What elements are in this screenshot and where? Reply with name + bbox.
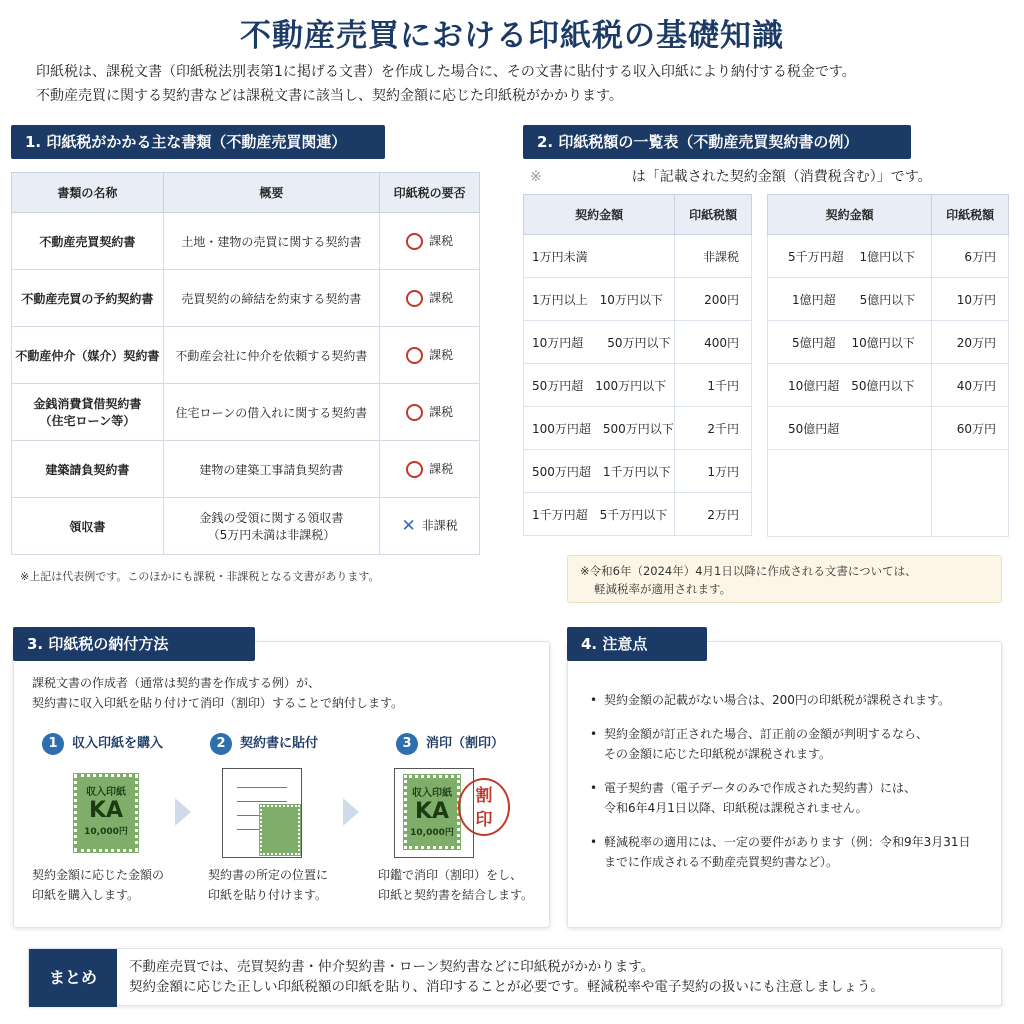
table-row [524, 493, 752, 536]
circle-icon [406, 290, 423, 307]
doc-name-sub: （住宅ローン等） [39, 414, 136, 428]
doc-overview: 土地・建物の売買に関する契約書 [181, 234, 362, 249]
intro-line-2: 不動産売買に関する契約書などは課税文書に該当し、契約金額に応じた印紙税がかかります。 [36, 88, 623, 104]
step-2-label [210, 732, 318, 755]
step-2-desc-line1: 契約書の所定の位置に [208, 868, 329, 882]
table-row [12, 498, 480, 555]
summary-line2: 契約金額に応じた正しい印紙税額の印紙を貼り、消印することが必要です。軽減税率や電子契約の扱いにも注意しましょう。 [129, 979, 884, 995]
table-row [524, 321, 752, 364]
stamp-amount: 10,000円 [410, 828, 454, 838]
col-header-amount: 契約金額 [768, 195, 932, 235]
table-row [768, 235, 1009, 278]
step-2-title: 契約書に貼付 [240, 736, 319, 751]
amount-cell: 1万円以上 10万円以下 [524, 278, 675, 321]
tax-cell: 2万円 [675, 493, 752, 536]
step-1-desc-line2: 印紙を購入します。 [32, 888, 140, 902]
caution-line: • 契約金額の記載がない場合は、200円の印紙税が課税されます。 [604, 693, 950, 707]
doc-name: 不動産売買の予約契約書 [21, 291, 154, 306]
tax-cell: 20万円 [932, 321, 1009, 364]
caution-line: 令和6年4月1日以降、印紙税は課税されません。 [604, 801, 868, 815]
stamp-amount: 10,000円 [84, 827, 128, 837]
tax-status: 課税 [429, 405, 454, 419]
amount-cell: 5千万円超 1億円以下 [768, 235, 932, 278]
section3-desc-line1: 課税文書の作成者（通常は契約書を作成する例）が、 [32, 676, 321, 690]
step-2-desc-line2: 印紙を貼り付けます。 [208, 888, 328, 902]
tax-cell: 40万円 [932, 364, 1009, 407]
table-row [12, 327, 480, 384]
summary-line1: 不動産売買では、売買契約書・仲介契約書・ローン契約書などに印紙税がかかります。 [129, 959, 655, 975]
tax-status: 課税 [429, 291, 454, 305]
table-row [12, 213, 480, 270]
doc-overview: 建物の建築工事請負契約書 [199, 462, 344, 477]
col-header-name: 書類の名称 [12, 173, 164, 213]
list-item [590, 778, 990, 818]
caution-line: その金額に応じた印紙税が課税されます。 [604, 747, 832, 761]
amount-cell: 10億円超 50億円以下 [768, 364, 932, 407]
amount-cell: 50万円超 100万円以下 [524, 364, 675, 407]
tax-status: 課税 [429, 462, 454, 476]
circle-icon [406, 233, 423, 250]
table-row [524, 450, 752, 493]
revenue-stamp-icon [74, 774, 138, 852]
table-row [524, 364, 752, 407]
tax-cell: 400円 [675, 321, 752, 364]
stamp-glyph: KA [414, 799, 450, 824]
intro-line-1: 印紙税は、課税文書（印紙税法別表第1に掲げる文書）を作成した場合に、その文書に貼付する収入印紙により納付する税金です。 [36, 64, 856, 80]
subnote-prefix: ※ [530, 169, 542, 185]
amount-cell: 100万円超 500万円以下 [524, 407, 675, 450]
tax-cell: 10万円 [932, 278, 1009, 321]
amount-cell: 1千万円超 5千万円以下 [524, 493, 675, 536]
table-row [524, 407, 752, 450]
amount-cell: 1万円未満 [524, 235, 675, 278]
section2-subnote [530, 166, 932, 186]
table-row [12, 384, 480, 441]
table-header-row [12, 173, 480, 213]
document-types-table [11, 172, 480, 555]
table-row [768, 364, 1009, 407]
caution-line: • 契約金額が訂正された場合、訂正前の金額が判明するなら、 [604, 727, 929, 741]
table-row [768, 407, 1009, 450]
section4-heading: 4. 注意点 [567, 627, 707, 661]
list-item [590, 832, 990, 872]
table-row [768, 321, 1009, 364]
tax-cell: 1万円 [675, 450, 752, 493]
step-1-desc [32, 865, 164, 905]
col-header-amount: 契約金額 [524, 195, 675, 235]
amount-cell: 10万円超 50万円以下 [524, 321, 675, 364]
page-title: 不動産売買における印紙税の基礎知識 [240, 18, 784, 54]
step-3-title: 消印（割印） [426, 736, 505, 751]
amount-cell: 500万円超 1千万円以下 [524, 450, 675, 493]
section1-heading: 1. 印紙税がかかる主な書類（不動産売買関連） [11, 125, 385, 159]
attached-stamp-icon [260, 805, 300, 855]
summary-tag: まとめ [29, 949, 117, 1007]
seal-text-1: 割 [475, 786, 493, 806]
section3-desc [32, 673, 403, 713]
stamp-glyph: KA [88, 798, 124, 823]
reduced-rate-note-line2: 軽減税率が適用されます。 [594, 582, 732, 596]
caution-line: • 電子契約書（電子データのみで作成された契約書）には、 [604, 781, 917, 795]
tax-cell: 200円 [675, 278, 752, 321]
table-row [12, 441, 480, 498]
stamp-label: 収入印紙 [86, 787, 126, 798]
tax-cell: 1千円 [675, 364, 752, 407]
step-3-desc-line1: 印鑑で消印（割印）をし、 [378, 868, 523, 882]
doc-overview: 金銭の受領に関する領収書 [199, 511, 344, 525]
step-3-label [396, 732, 504, 755]
step-3-desc [378, 865, 533, 905]
section3-desc-line2: 契約書に収入印紙を貼り付けて消印（割印）することで納付します。 [32, 696, 404, 710]
doc-overview: 不動産会社に仲介を依頼する契約書 [175, 348, 368, 363]
summary-text [129, 957, 884, 997]
circle-icon [406, 347, 423, 364]
reduced-rate-note [567, 555, 1002, 603]
stamp-on-document-icon [404, 775, 460, 849]
amount-cell: 5億円超 10億円以下 [768, 321, 932, 364]
tax-status: 課税 [429, 234, 454, 248]
doc-name: 領収書 [69, 519, 106, 534]
table-row [768, 450, 1009, 537]
list-item [590, 724, 990, 764]
section1-note: ※上記は代表例です。このほかにも課税・非課税となる文書があります。 [20, 570, 380, 583]
step-1-desc-line1: 契約金額に応じた金額の [32, 868, 165, 882]
circle-icon [406, 404, 423, 421]
caution-line: までに作成される不動産売買契約書など）。 [604, 855, 839, 869]
table-row [12, 270, 480, 327]
step-1-title: 収入印紙を購入 [72, 736, 164, 751]
caution-line: • 軽減税率の適用には、一定の要件があります（例：令和9年3月31日 [604, 835, 971, 849]
cross-icon: ✕ [401, 516, 416, 536]
step-2-desc [208, 865, 328, 905]
table-row [768, 278, 1009, 321]
doc-overview: 売買契約の締結を約束する契約書 [181, 291, 362, 306]
amount-cell: 50億円超 [768, 407, 932, 450]
arrow-right-icon [175, 798, 191, 826]
stamp-label: 収入印紙 [412, 788, 452, 799]
arrow-right-icon [343, 798, 359, 826]
col-header-tax: 印紙税額 [932, 195, 1009, 235]
table-row [524, 278, 752, 321]
doc-name: 不動産仲介（媒介）契約書 [15, 348, 160, 363]
tax-cell: 60万円 [932, 407, 1009, 450]
tax-cell: 非課税 [675, 235, 752, 278]
doc-name: 建築請負契約書 [45, 462, 130, 477]
doc-overview: 住宅ローンの借入れに関する契約書 [175, 405, 368, 420]
doc-name: 不動産売買契約書 [39, 234, 136, 249]
col-header-overview: 概要 [163, 173, 380, 213]
tax-cell: 2千円 [675, 407, 752, 450]
table-row [524, 235, 752, 278]
list-item [590, 690, 990, 710]
circle-icon [406, 461, 423, 478]
step-1-number: 1 [42, 733, 64, 755]
doc-name: 金銭消費貸借契約書 [33, 397, 142, 411]
seal-text-2: 印 [475, 810, 493, 830]
doc-overview-sub: （5万円未満は非課税） [207, 528, 336, 542]
tax-cell: 6万円 [932, 235, 1009, 278]
step-2-number: 2 [210, 733, 232, 755]
summary-box [28, 948, 1002, 1006]
section2-heading: 2. 印紙税額の一覧表（不動産売買契約書の例） [523, 125, 911, 159]
amount-cell: 1億円超 5億円以下 [768, 278, 932, 321]
tax-table-left [523, 194, 752, 536]
tax-table-right [767, 194, 1009, 537]
tax-status: 課税 [429, 348, 454, 362]
intro-text [36, 60, 856, 108]
subnote-text: は「記載された契約金額（消費税含む）」です。 [631, 169, 932, 185]
caution-list [590, 690, 990, 886]
col-header-tax: 印紙税の要否 [380, 173, 480, 213]
step-1-label [42, 732, 163, 755]
tax-status: 非課税 [421, 518, 458, 533]
step-3-desc-line2: 印紙と契約書を結合します。 [378, 888, 534, 902]
section3-heading: 3. 印紙税の納付方法 [13, 627, 255, 661]
step-3-number: 3 [396, 733, 418, 755]
reduced-rate-note-line1: ※令和6年（2024年）4月1日以降に作成される文書については、 [580, 564, 917, 578]
seal-icon [458, 778, 510, 836]
col-header-tax: 印紙税額 [675, 195, 752, 235]
